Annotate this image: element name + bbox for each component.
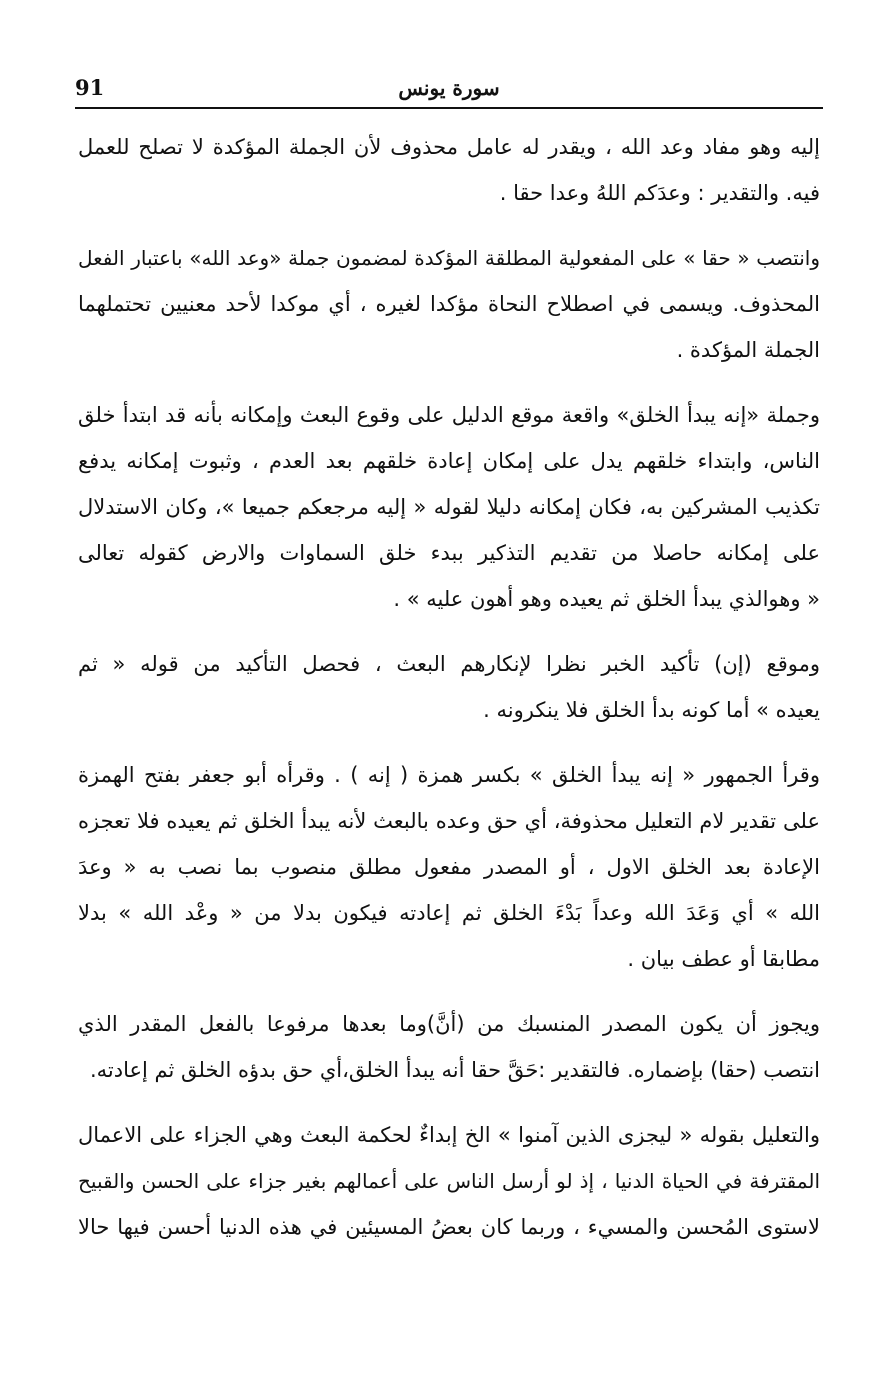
- text-line: وقرأ الجمهور « إنه يبدأ الخلق » بكسر همزة ( إنه ) . وقرأه أبو جعفر بفتح الهمزة: [78, 763, 820, 787]
- text-line: يعيده » أما كونه بدأ الخلق فلا ينكرونه .: [483, 698, 820, 722]
- text-line: الله » أي وَعَدَ الله وعداً بَدْءَ الخلق ثم إعادته فيكون بدلا من « وعْد الله » بدلا: [78, 901, 820, 925]
- text-line: وانتصب « حقا » على المفعولية المطلقة المؤكدة لمضمون جملة «وعد الله» باعتبار الفعل: [78, 246, 820, 270]
- text-line: لاستوى المُحسن والمسيء ، وربما كان بعضُ المسيئين في هذه الدنيا أحسن فيها حالا: [78, 1215, 820, 1239]
- text-line: على تقدير لام التعليل محذوفة، أي حق وعده بالبعث لأنه يبدأ الخلق ثم يعيده فلا تعجزه: [78, 809, 820, 833]
- text-line: « وهوالذي يبدأ الخلق ثم يعيده وهو أهون عليه » .: [393, 587, 820, 611]
- text-line: انتصب (حقا) بإضماره. فالتقدير :حَقَّ حقا أنه يبدأ الخلق،أي حق بدؤه الخلق ثم إعادته.: [89, 1058, 820, 1082]
- paragraph: [78, 1112, 820, 1250]
- paragraph: [78, 752, 820, 982]
- running-title: سورة يونس: [398, 76, 500, 100]
- text-line: الإعادة بعد الخلق الاول ، أو المصدر مفعول مطلق منصوب بما نصب به « وعدَ: [78, 855, 820, 879]
- text-line: وموقع (إن) تأكيد الخبر نظرا لإنكارهم البعث ، فحصل التأكيد من قوله « ثم: [78, 652, 820, 676]
- body-text: [78, 124, 820, 1269]
- text-line: الناس، وابتداء خلقهم يدل على إمكان إعادة خلقهم بعد العدم ، وثبوت إمكانه يدفع: [78, 449, 820, 473]
- text-line: المقترفة في الحياة الدنيا ، إذ لو أرسل الناس على أعمالهم بغير جزاء على الحسن والقبيح: [78, 1169, 820, 1193]
- text-line: ويجوز أن يكون المصدر المنسبك من (أنَّ)وما بعدها مرفوعا بالفعل المقدر الذي: [78, 1012, 820, 1036]
- text-line: الجملة المؤكدة .: [676, 338, 820, 362]
- text-line: مطابقا أو عطف بيان .: [627, 947, 820, 971]
- page-number: 91: [75, 75, 105, 100]
- text-line: تكذيب المشركين به، فكان إمكانه دليلا لقوله « إليه مرجعكم جميعا »، وكان الاستدلال: [78, 495, 820, 519]
- paragraph: [78, 392, 820, 622]
- text-line: على إمكانه حاصلا من تقديم التذكير ببدء خلق السماوات والارض كقوله تعالى: [78, 541, 820, 565]
- paragraph: [78, 1001, 820, 1093]
- paragraph: [78, 641, 820, 733]
- header-rule: [75, 107, 823, 109]
- text-line: فيه. والتقدير : وعدَكم اللهُ وعدا حقا .: [499, 181, 820, 205]
- text-line: والتعليل بقوله « ليجزى الذين آمنوا » الخ إبداءٌ لحكمة البعث وهي الجزاء على الاعمال: [78, 1123, 820, 1147]
- paragraph: [78, 124, 820, 216]
- paragraph: [78, 235, 820, 373]
- page-header: [75, 70, 823, 110]
- text-line: وجملة «إنه يبدأ الخلق» واقعة موقع الدليل على وقوع البعث وإمكانه بأنه قد ابتدأ خلق: [78, 403, 820, 427]
- text-line: إليه وهو مفاد وعد الله ، ويقدر له عامل محذوف لأن الجملة المؤكدة لا تصلح للعمل: [78, 135, 820, 159]
- text-line: المحذوف. ويسمى في اصطلاح النحاة مؤكدا لغيره ، أي موكدا لأحد معنيين تحتملهما: [78, 292, 820, 316]
